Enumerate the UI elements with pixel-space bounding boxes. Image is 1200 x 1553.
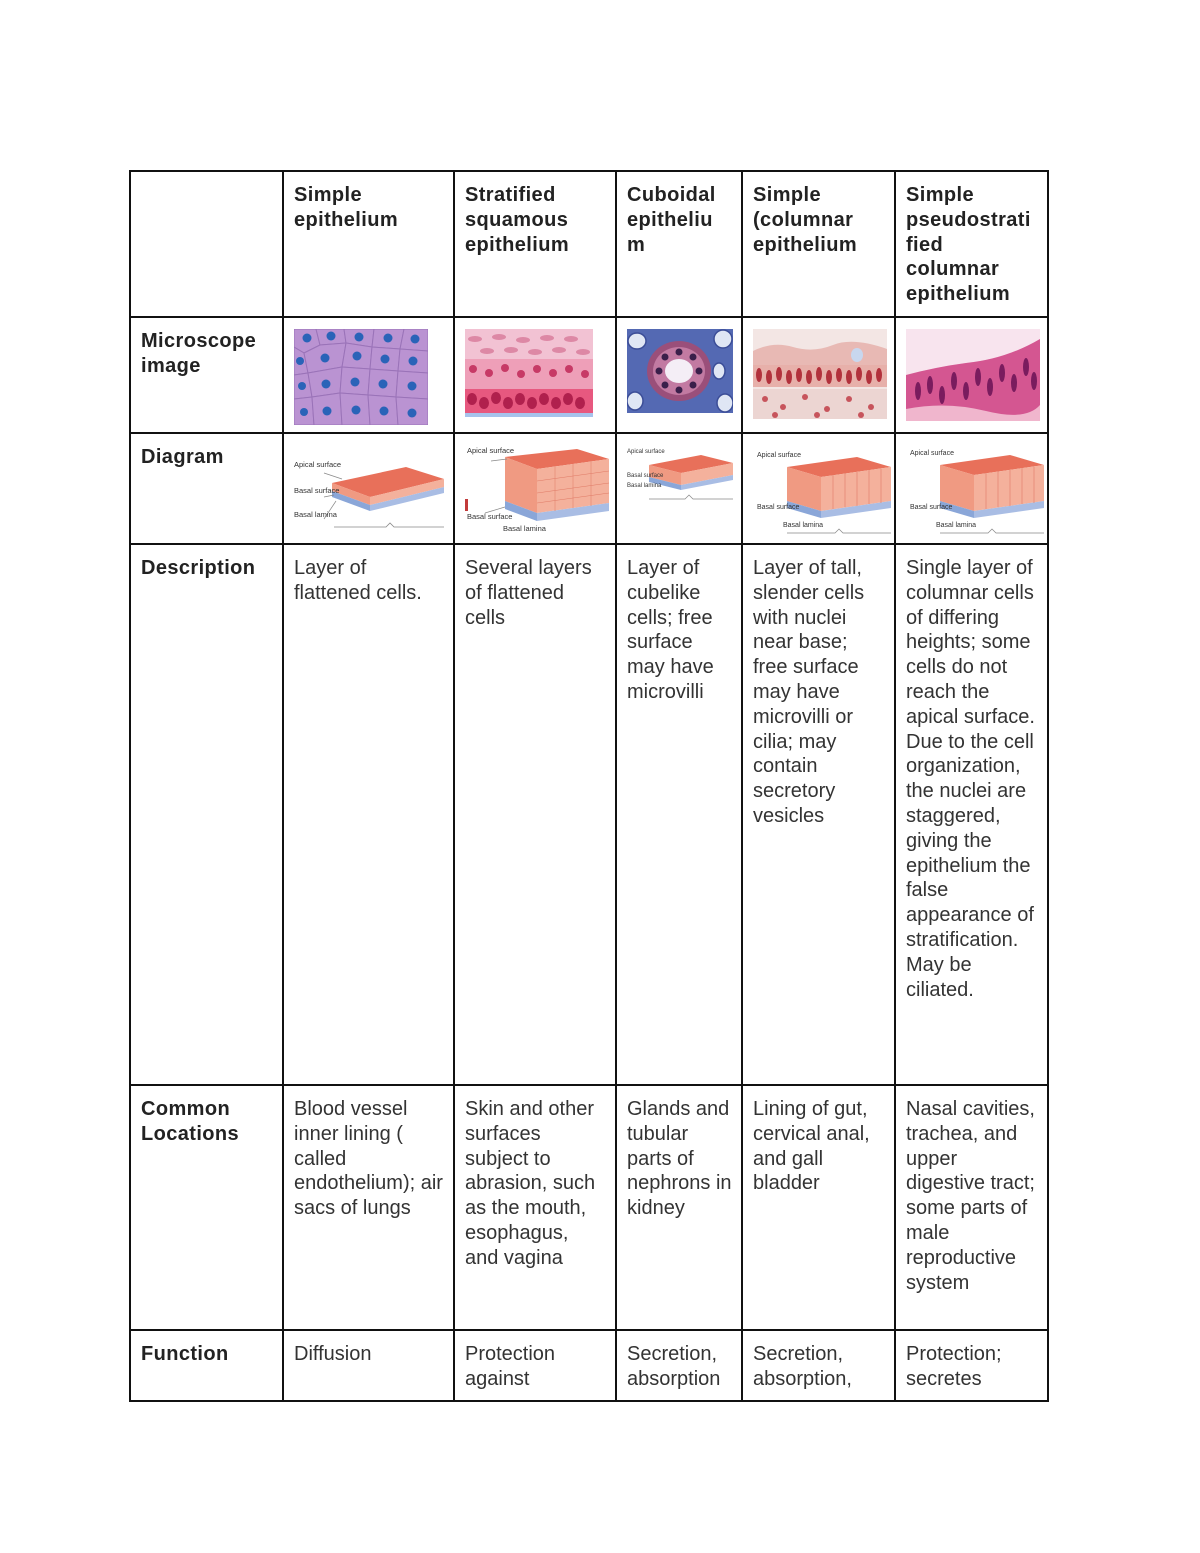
- header-simple-columnar: Simple (columnar epithelium: [742, 171, 895, 317]
- row-label-function: Function: [130, 1330, 283, 1401]
- location-simple: Blood vessel inner lining ( called endothelium); air sacs of lungs: [283, 1085, 454, 1330]
- header-simple-epithelium: Simple epithelium: [283, 171, 454, 317]
- label-apical-surface: Apical surface: [294, 460, 342, 469]
- function-pseudostratified: Protection; secretes: [895, 1330, 1048, 1401]
- diagram-cell-columnar: [742, 433, 895, 544]
- micro-cell-stratified: [454, 317, 616, 433]
- locations-row: [130, 1085, 1048, 1330]
- label-basal-surface-2: Basal surface: [467, 512, 513, 521]
- label-basal-surface-5: Basal surface: [910, 504, 953, 511]
- label-basal-surface: Basal surface: [294, 486, 340, 495]
- diagram-cell-cuboidal: [616, 433, 742, 544]
- diagram-cell-stratified: [454, 433, 616, 544]
- header-row: [130, 171, 1048, 317]
- micrograph-pseudostratified: [906, 329, 1040, 421]
- diagram-cuboidal: [627, 445, 735, 505]
- label-apical-surface-3: Apical surface: [627, 449, 665, 455]
- diagram-simple-squamous: [294, 445, 446, 535]
- function-cuboidal: Secretion, absorption: [616, 1330, 742, 1401]
- location-stratified: Skin and other surfaces subject to abrasion, such as the mouth, esophagus, and vagina: [454, 1085, 616, 1330]
- label-basal-lamina-5: Basal lamina: [936, 522, 977, 529]
- label-basal-lamina-2: Basal lamina: [503, 524, 546, 533]
- description-simple: Layer of flattened cells.: [283, 544, 454, 1085]
- function-row: [130, 1330, 1048, 1401]
- function-columnar: Secretion, absorption,: [742, 1330, 895, 1401]
- row-label-microscope: Microscope image: [130, 317, 283, 433]
- micrograph-simple-columnar: [753, 329, 887, 419]
- label-basal-lamina: Basal lamina: [294, 510, 337, 519]
- label-basal-surface-3: Basal surface: [627, 473, 664, 479]
- micrograph-simple-squamous: [294, 329, 428, 425]
- microscope-row: [130, 317, 1048, 433]
- epithelium-table: [129, 170, 1049, 1402]
- diagram-stratified-squamous: [465, 445, 611, 537]
- label-basal-lamina-4: Basal lamina: [783, 522, 824, 529]
- description-stratified: Several layers of flattened cells: [454, 544, 616, 1085]
- label-apical-surface-4: Apical surface: [757, 452, 801, 459]
- description-row: [130, 544, 1048, 1085]
- description-pseudostratified: Single layer of columnar cells of differing heights; some cells do not reach the apical surface. Due to the cell organization, the nuclei are staggered, giving the epithelium the false appearance of stratification. May be ciliated.: [895, 544, 1048, 1085]
- description-cuboidal: Layer of cubelike cells; free surface may have microvilli: [616, 544, 742, 1085]
- header-stratified-squamous: Stratified squamous epithelium: [454, 171, 616, 317]
- function-simple: Diffusion: [283, 1330, 454, 1401]
- location-columnar: Lining of gut, cervical anal, and gall bladder: [742, 1085, 895, 1330]
- header-pseudostratified: Simple pseudostrati fied columnar epithelium: [895, 171, 1048, 317]
- header-corner: [130, 171, 283, 317]
- label-apical-surface-2: Apical surface: [467, 446, 515, 455]
- row-label-locations: Common Locations: [130, 1085, 283, 1330]
- location-pseudostratified: Nasal cavities, trachea, and upper digestive tract; some parts of male reproductive system: [895, 1085, 1048, 1330]
- function-stratified: Protection against: [454, 1330, 616, 1401]
- header-cuboidal: Cuboidal epitheliu m: [616, 171, 742, 317]
- micro-cell-cuboidal: [616, 317, 742, 433]
- diagram-simple-columnar: [753, 445, 893, 537]
- diagram-cell-pseudostratified: [895, 433, 1048, 544]
- label-basal-surface-4: Basal surface: [757, 504, 800, 511]
- micro-cell-pseudostratified: [895, 317, 1048, 433]
- micro-cell-simple: [283, 317, 454, 433]
- micro-cell-columnar: [742, 317, 895, 433]
- row-label-description: Description: [130, 544, 283, 1085]
- label-basal-lamina-3: Basal lamina: [627, 483, 662, 489]
- row-label-diagram: Diagram: [130, 433, 283, 544]
- label-apical-surface-5: Apical surface: [910, 450, 954, 457]
- diagram-cell-simple: [283, 433, 454, 544]
- micrograph-stratified-squamous: [465, 329, 593, 417]
- diagram-pseudostratified: [906, 445, 1046, 537]
- micrograph-cuboidal: [627, 329, 733, 413]
- diagram-row: [130, 433, 1048, 544]
- description-columnar: Layer of tall, slender cells with nuclei near base; free surface may have microvilli or cilia; may contain secretory vesicles: [742, 544, 895, 1085]
- location-cuboidal: Glands and tubular parts of nephrons in kidney: [616, 1085, 742, 1330]
